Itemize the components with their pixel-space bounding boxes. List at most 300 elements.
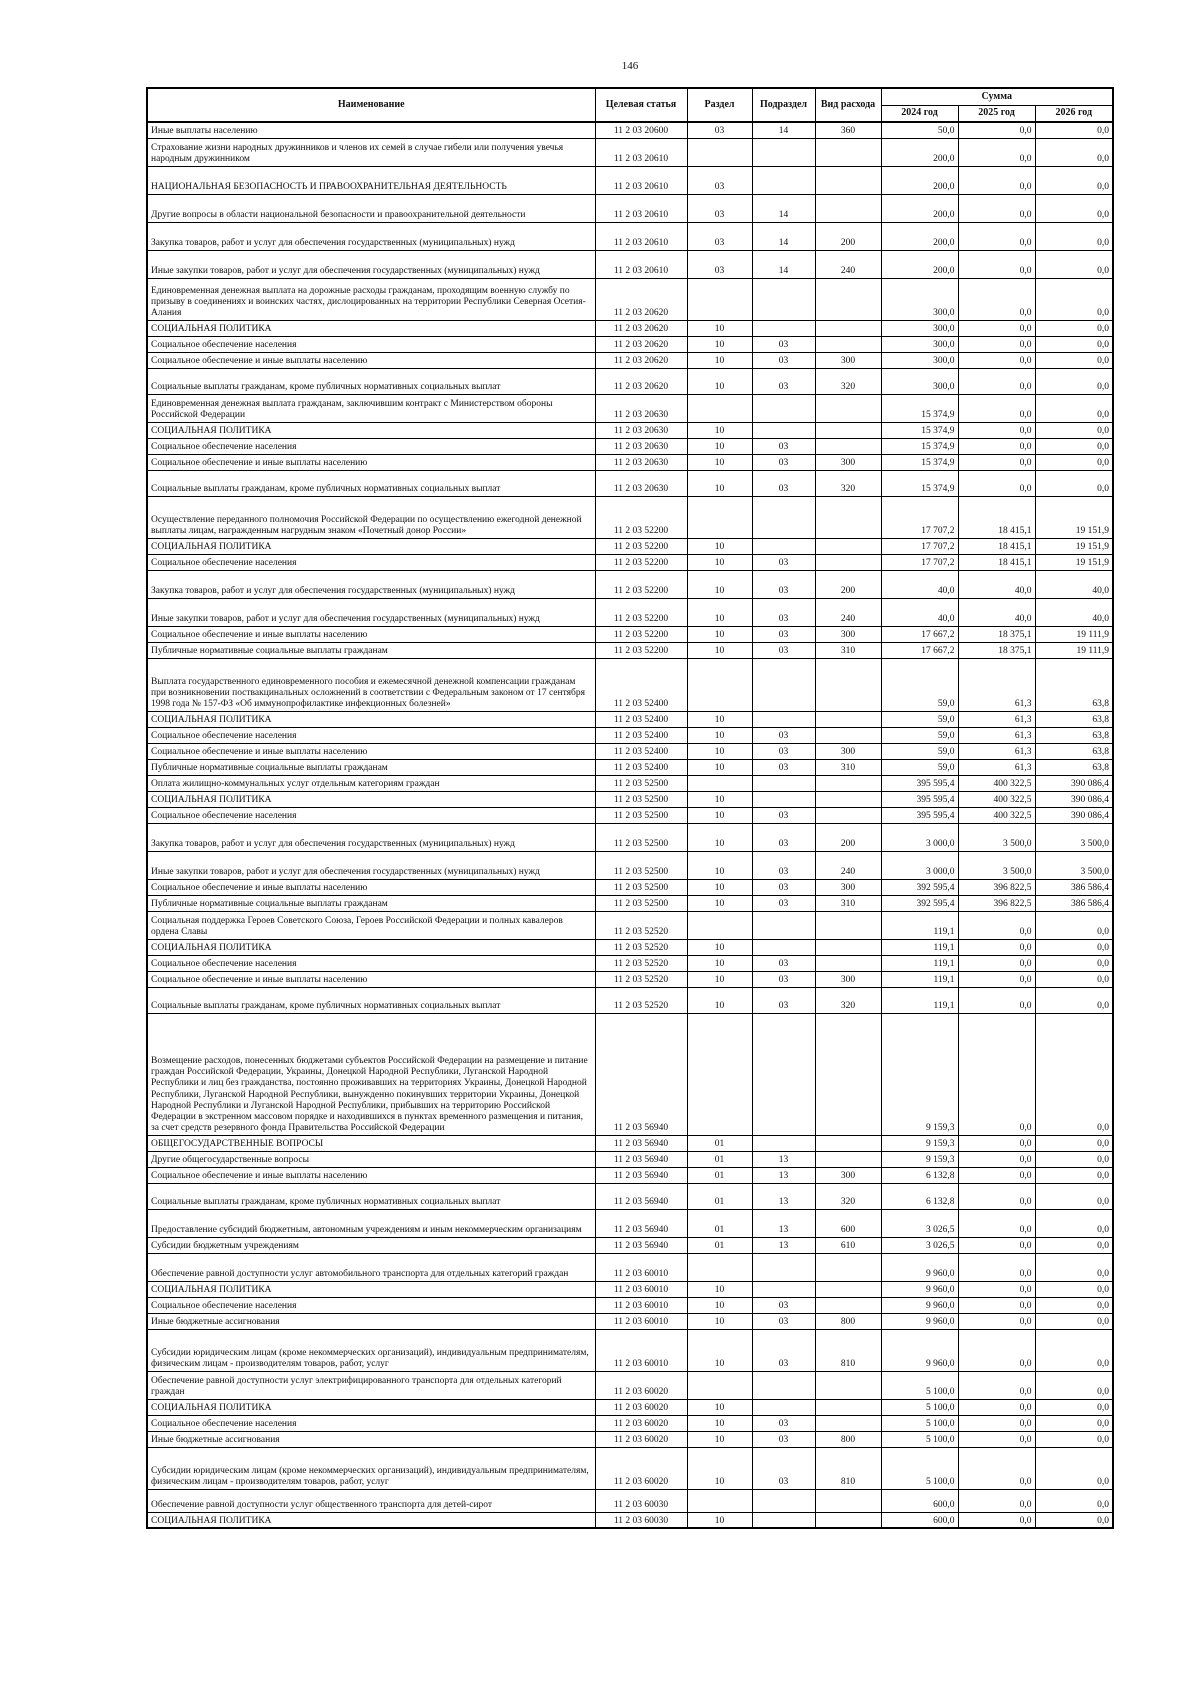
cell-section: 10 [687, 879, 752, 895]
cell-section: 03 [687, 222, 752, 250]
cell-section [687, 658, 752, 711]
cell-name: Оплата жилищно-коммунальных услуг отдельным категориям граждан [147, 775, 595, 791]
cell-name: Страхование жизни народных дружинников и членов их семей в случае гибели или получения увечья народным дружинником [147, 138, 595, 166]
header-target-article: Целевая статья [595, 88, 687, 122]
cell-subsection: 03 [752, 1415, 815, 1431]
cell-sum-2025: 0,0 [958, 166, 1035, 194]
cell-expense-type: 300 [815, 454, 881, 470]
cell-sum-2025: 0,0 [958, 454, 1035, 470]
cell-subsection: 13 [752, 1151, 815, 1167]
cell-subsection: 03 [752, 554, 815, 570]
cell-section: 10 [687, 570, 752, 598]
cell-target-article: 11 2 03 56940 [595, 1135, 687, 1151]
table-row [147, 1237, 1113, 1253]
cell-sum-2025: 0,0 [958, 1151, 1035, 1167]
cell-expense-type [815, 775, 881, 791]
cell-section: 01 [687, 1167, 752, 1183]
table-row [147, 1512, 1113, 1528]
cell-expense-type [815, 955, 881, 971]
cell-sum-2025: 0,0 [958, 438, 1035, 454]
cell-expense-type: 610 [815, 1237, 881, 1253]
budget-table-container [146, 87, 1112, 1529]
cell-target-article: 11 2 03 60030 [595, 1512, 687, 1528]
cell-sum-2025: 61,3 [958, 743, 1035, 759]
cell-sum-2024: 9 159,3 [881, 1013, 958, 1135]
cell-expense-type [815, 939, 881, 955]
cell-expense-type [815, 1151, 881, 1167]
cell-name: Социальное обеспечение населения [147, 336, 595, 352]
cell-name: Публичные нормативные социальные выплаты гражданам [147, 895, 595, 911]
cell-expense-type: 810 [815, 1329, 881, 1371]
cell-target-article: 11 2 03 60030 [595, 1489, 687, 1512]
cell-subsection: 03 [752, 470, 815, 496]
cell-subsection: 03 [752, 743, 815, 759]
cell-name: Иные закупки товаров, работ и услуг для обеспечения государственных (муниципальных) нужд [147, 851, 595, 879]
table-row [147, 1313, 1113, 1329]
table-row [147, 1151, 1113, 1167]
cell-name: СОЦИАЛЬНАЯ ПОЛИТИКА [147, 711, 595, 727]
cell-sum-2025: 0,0 [958, 1183, 1035, 1209]
cell-subsection: 03 [752, 368, 815, 394]
table-row [147, 122, 1113, 138]
table-row [147, 394, 1113, 422]
table-row [147, 1329, 1113, 1371]
cell-sum-2024: 300,0 [881, 336, 958, 352]
cell-subsection: 03 [752, 570, 815, 598]
cell-section: 10 [687, 454, 752, 470]
cell-expense-type [815, 791, 881, 807]
header-year-2024: 2024 год [881, 105, 958, 122]
table-row [147, 626, 1113, 642]
cell-target-article: 11 2 03 60010 [595, 1253, 687, 1281]
cell-expense-type [815, 727, 881, 743]
cell-sum-2025: 0,0 [958, 336, 1035, 352]
cell-sum-2025: 0,0 [958, 138, 1035, 166]
cell-expense-type [815, 1371, 881, 1399]
table-row [147, 775, 1113, 791]
cell-sum-2024: 15 374,9 [881, 470, 958, 496]
cell-subsection [752, 658, 815, 711]
cell-target-article: 11 2 03 56940 [595, 1183, 687, 1209]
cell-sum-2026: 386 586,4 [1035, 879, 1113, 895]
cell-sum-2024: 3 000,0 [881, 823, 958, 851]
cell-expense-type [815, 422, 881, 438]
cell-target-article: 11 2 03 52500 [595, 807, 687, 823]
cell-sum-2025: 0,0 [958, 1399, 1035, 1415]
cell-sum-2025: 0,0 [958, 394, 1035, 422]
cell-expense-type: 240 [815, 851, 881, 879]
cell-name: Другие вопросы в области национальной безопасности и правоохранительной деятельности [147, 194, 595, 222]
cell-subsection: 13 [752, 1167, 815, 1183]
cell-target-article: 11 2 03 56940 [595, 1013, 687, 1135]
cell-subsection: 13 [752, 1183, 815, 1209]
cell-target-article: 11 2 03 52400 [595, 711, 687, 727]
cell-subsection [752, 775, 815, 791]
cell-sum-2026: 0,0 [1035, 1415, 1113, 1431]
cell-sum-2025: 0,0 [958, 1313, 1035, 1329]
cell-target-article: 11 2 03 20610 [595, 194, 687, 222]
cell-name: СОЦИАЛЬНАЯ ПОЛИТИКА [147, 538, 595, 554]
cell-sum-2025: 0,0 [958, 368, 1035, 394]
cell-sum-2025: 0,0 [958, 971, 1035, 987]
cell-sum-2025: 400 322,5 [958, 807, 1035, 823]
cell-sum-2024: 17 667,2 [881, 626, 958, 642]
cell-sum-2025: 0,0 [958, 1281, 1035, 1297]
cell-target-article: 11 2 03 20630 [595, 422, 687, 438]
cell-name: Иные выплаты населению [147, 122, 595, 138]
header-expense-type: Вид расхода [815, 88, 881, 122]
cell-sum-2024: 395 595,4 [881, 775, 958, 791]
cell-sum-2025: 396 822,5 [958, 895, 1035, 911]
cell-expense-type: 240 [815, 598, 881, 626]
cell-name: Иные бюджетные ассигнования [147, 1431, 595, 1447]
cell-expense-type [815, 807, 881, 823]
table-row [147, 570, 1113, 598]
cell-section: 10 [687, 939, 752, 955]
table-row [147, 1209, 1113, 1237]
cell-name: Социальные выплаты гражданам, кроме публичных нормативных социальных выплат [147, 1183, 595, 1209]
cell-sum-2026: 386 586,4 [1035, 895, 1113, 911]
cell-sum-2024: 119,1 [881, 911, 958, 939]
cell-sum-2026: 40,0 [1035, 598, 1113, 626]
cell-sum-2025: 0,0 [958, 911, 1035, 939]
table-row [147, 1489, 1113, 1512]
cell-name: Публичные нормативные социальные выплаты гражданам [147, 642, 595, 658]
cell-sum-2026: 0,0 [1035, 1431, 1113, 1447]
cell-subsection: 03 [752, 851, 815, 879]
cell-section: 10 [687, 422, 752, 438]
cell-subsection [752, 1013, 815, 1135]
cell-sum-2024: 40,0 [881, 598, 958, 626]
cell-expense-type: 240 [815, 250, 881, 278]
cell-section: 10 [687, 759, 752, 775]
cell-sum-2024: 200,0 [881, 194, 958, 222]
header-subsection: Подраздел [752, 88, 815, 122]
cell-sum-2024: 3 000,0 [881, 851, 958, 879]
cell-sum-2024: 5 100,0 [881, 1447, 958, 1489]
cell-expense-type: 320 [815, 470, 881, 496]
cell-sum-2026: 0,0 [1035, 166, 1113, 194]
cell-expense-type [815, 278, 881, 320]
cell-section: 10 [687, 1415, 752, 1431]
cell-name: Социальное обеспечение и иные выплаты населению [147, 1167, 595, 1183]
cell-subsection: 13 [752, 1237, 815, 1253]
table-row [147, 166, 1113, 194]
table-row [147, 971, 1113, 987]
cell-sum-2024: 9 960,0 [881, 1281, 958, 1297]
table-row [147, 1167, 1113, 1183]
cell-section: 01 [687, 1151, 752, 1167]
cell-expense-type [815, 394, 881, 422]
header-year-2025: 2025 год [958, 105, 1035, 122]
cell-subsection: 03 [752, 1313, 815, 1329]
cell-sum-2026: 0,0 [1035, 394, 1113, 422]
cell-sum-2024: 600,0 [881, 1489, 958, 1512]
cell-subsection [752, 422, 815, 438]
cell-section: 10 [687, 538, 752, 554]
cell-sum-2026: 0,0 [1035, 1313, 1113, 1329]
cell-target-article: 11 2 03 20620 [595, 336, 687, 352]
cell-target-article: 11 2 03 52520 [595, 987, 687, 1013]
cell-expense-type [815, 658, 881, 711]
table-row [147, 759, 1113, 775]
cell-section: 10 [687, 1447, 752, 1489]
cell-target-article: 11 2 03 60010 [595, 1329, 687, 1371]
cell-sum-2025: 0,0 [958, 1512, 1035, 1528]
cell-section: 10 [687, 642, 752, 658]
cell-subsection: 03 [752, 987, 815, 1013]
cell-subsection [752, 1399, 815, 1415]
cell-target-article: 11 2 03 60020 [595, 1371, 687, 1399]
cell-target-article: 11 2 03 20630 [595, 394, 687, 422]
cell-name: Социальное обеспечение населения [147, 438, 595, 454]
cell-sum-2024: 17 707,2 [881, 554, 958, 570]
cell-name: Закупка товаров, работ и услуг для обеспечения государственных (муниципальных) нужд [147, 222, 595, 250]
cell-name: СОЦИАЛЬНАЯ ПОЛИТИКА [147, 1281, 595, 1297]
cell-sum-2026: 390 086,4 [1035, 791, 1113, 807]
cell-name: НАЦИОНАЛЬНАЯ БЕЗОПАСНОСТЬ И ПРАВООХРАНИТЕЛЬНАЯ ДЕЯТЕЛЬНОСТЬ [147, 166, 595, 194]
table-row [147, 1415, 1113, 1431]
cell-section: 01 [687, 1237, 752, 1253]
table-row [147, 727, 1113, 743]
cell-sum-2026: 0,0 [1035, 138, 1113, 166]
cell-subsection [752, 939, 815, 955]
cell-sum-2025: 0,0 [958, 320, 1035, 336]
cell-name: Выплата государственного единовременного пособия и ежемесячной денежной компенсации гражданам при возникновении поствакцинальных осложнений в соответствии с Федеральным законом от 17 сентября 1998 года № 157-ФЗ «Об иммунопрофилактике инфекционных болезней» [147, 658, 595, 711]
cell-subsection: 03 [752, 454, 815, 470]
cell-name: Социальное обеспечение населения [147, 807, 595, 823]
cell-target-article: 11 2 03 52500 [595, 895, 687, 911]
table-row [147, 1297, 1113, 1313]
cell-target-article: 11 2 03 52400 [595, 759, 687, 775]
cell-target-article: 11 2 03 20630 [595, 470, 687, 496]
cell-sum-2024: 200,0 [881, 166, 958, 194]
cell-sum-2024: 300,0 [881, 368, 958, 394]
cell-sum-2026: 0,0 [1035, 250, 1113, 278]
cell-target-article: 11 2 03 52500 [595, 775, 687, 791]
cell-section: 10 [687, 987, 752, 1013]
cell-subsection: 14 [752, 122, 815, 138]
cell-section: 03 [687, 194, 752, 222]
cell-subsection: 03 [752, 971, 815, 987]
table-row [147, 642, 1113, 658]
cell-section: 10 [687, 368, 752, 394]
cell-sum-2026: 0,0 [1035, 939, 1113, 955]
cell-sum-2026: 0,0 [1035, 438, 1113, 454]
cell-sum-2025: 0,0 [958, 222, 1035, 250]
cell-sum-2024: 17 707,2 [881, 538, 958, 554]
cell-name: Иные закупки товаров, работ и услуг для обеспечения государственных (муниципальных) нужд [147, 250, 595, 278]
cell-sum-2025: 0,0 [958, 1209, 1035, 1237]
budget-table [146, 87, 1114, 1529]
cell-expense-type [815, 138, 881, 166]
cell-sum-2025: 0,0 [958, 1013, 1035, 1135]
table-row [147, 1183, 1113, 1209]
cell-name: СОЦИАЛЬНАЯ ПОЛИТИКА [147, 1512, 595, 1528]
table-row [147, 1431, 1113, 1447]
cell-name: Другие общегосударственные вопросы [147, 1151, 595, 1167]
cell-sum-2024: 6 132,8 [881, 1167, 958, 1183]
cell-target-article: 11 2 03 52500 [595, 851, 687, 879]
cell-sum-2026: 0,0 [1035, 911, 1113, 939]
cell-subsection: 03 [752, 642, 815, 658]
cell-section [687, 1489, 752, 1512]
cell-sum-2024: 392 595,4 [881, 879, 958, 895]
cell-sum-2026: 0,0 [1035, 352, 1113, 368]
cell-subsection: 03 [752, 438, 815, 454]
cell-sum-2024: 9 960,0 [881, 1297, 958, 1313]
cell-subsection: 13 [752, 1209, 815, 1237]
cell-sum-2026: 0,0 [1035, 122, 1113, 138]
cell-sum-2026: 63,8 [1035, 658, 1113, 711]
table-row [147, 352, 1113, 368]
cell-target-article: 11 2 03 52200 [595, 626, 687, 642]
header-name: Наименование [147, 88, 595, 122]
table-row [147, 1281, 1113, 1297]
cell-sum-2024: 50,0 [881, 122, 958, 138]
cell-subsection [752, 1512, 815, 1528]
cell-sum-2024: 9 159,3 [881, 1151, 958, 1167]
cell-sum-2026: 0,0 [1035, 1297, 1113, 1313]
cell-section [687, 278, 752, 320]
cell-sum-2025: 0,0 [958, 352, 1035, 368]
cell-name: Иные бюджетные ассигнования [147, 1313, 595, 1329]
cell-target-article: 11 2 03 20610 [595, 138, 687, 166]
table-row [147, 454, 1113, 470]
table-row [147, 955, 1113, 971]
table-row [147, 250, 1113, 278]
cell-sum-2025: 0,0 [958, 1329, 1035, 1371]
cell-subsection: 03 [752, 598, 815, 626]
cell-sum-2025: 396 822,5 [958, 879, 1035, 895]
cell-target-article: 11 2 03 52520 [595, 939, 687, 955]
table-row [147, 823, 1113, 851]
cell-name: Иные закупки товаров, работ и услуг для обеспечения государственных (муниципальных) нужд [147, 598, 595, 626]
cell-target-article: 11 2 03 20620 [595, 320, 687, 336]
cell-target-article: 11 2 03 20620 [595, 352, 687, 368]
cell-sum-2024: 6 132,8 [881, 1183, 958, 1209]
cell-sum-2026: 3 500,0 [1035, 823, 1113, 851]
cell-section: 10 [687, 352, 752, 368]
cell-sum-2024: 300,0 [881, 352, 958, 368]
cell-section: 03 [687, 250, 752, 278]
cell-name: Возмещение расходов, понесенных бюджетами субъектов Российской Федерации на размещение и питание граждан Российской Федерации, Украины, Донецкой Народной Республики, Луганской Народной Республики и лиц без гражданства, постоянно проживавших на территориях Украины, Донецкой Народной Республики, Луганской Народной Республики, вынужденно покинувших территории Украины, Донецкой Народной Республики и Луганской Народной Республики, прибывших на территорию Российской Федерации в экстренном массовом порядке и находившихся в пунктах временного размещения и питания, за счет средств резервного фонда Правительства Российской Федерации [147, 1013, 595, 1135]
cell-sum-2024: 392 595,4 [881, 895, 958, 911]
cell-sum-2025: 40,0 [958, 598, 1035, 626]
cell-sum-2025: 0,0 [958, 122, 1035, 138]
cell-subsection [752, 138, 815, 166]
cell-expense-type: 310 [815, 642, 881, 658]
cell-sum-2026: 19 151,9 [1035, 496, 1113, 538]
cell-name: Единовременная денежная выплата гражданам, заключившим контракт с Министерством обороны Российской Федерации [147, 394, 595, 422]
cell-sum-2024: 3 026,5 [881, 1237, 958, 1253]
cell-subsection [752, 1135, 815, 1151]
cell-sum-2026: 0,0 [1035, 1013, 1113, 1135]
cell-sum-2026: 0,0 [1035, 1135, 1113, 1151]
cell-sum-2025: 3 500,0 [958, 851, 1035, 879]
cell-section [687, 775, 752, 791]
cell-section: 10 [687, 1281, 752, 1297]
cell-target-article: 11 2 03 56940 [595, 1151, 687, 1167]
cell-sum-2024: 300,0 [881, 320, 958, 336]
cell-name: Социальное обеспечение и иные выплаты населению [147, 454, 595, 470]
cell-name: Обеспечение равной доступности услуг общественного транспорта для детей-сирот [147, 1489, 595, 1512]
cell-expense-type: 200 [815, 570, 881, 598]
cell-sum-2026: 0,0 [1035, 368, 1113, 394]
cell-sum-2026: 0,0 [1035, 194, 1113, 222]
table-row [147, 895, 1113, 911]
cell-target-article: 11 2 03 56940 [595, 1167, 687, 1183]
cell-section: 10 [687, 1329, 752, 1371]
cell-sum-2024: 119,1 [881, 971, 958, 987]
table-row [147, 222, 1113, 250]
cell-sum-2025: 0,0 [958, 250, 1035, 278]
cell-name: Субсидии юридическим лицам (кроме некоммерческих организаций), индивидуальным предпринимателям, физическим лицам - производителям товаров, работ, услуг [147, 1447, 595, 1489]
cell-expense-type: 300 [815, 352, 881, 368]
cell-name: Социальное обеспечение и иные выплаты населению [147, 626, 595, 642]
table-row [147, 496, 1113, 538]
cell-expense-type [815, 911, 881, 939]
cell-target-article: 11 2 03 20610 [595, 166, 687, 194]
cell-target-article: 11 2 03 52400 [595, 658, 687, 711]
cell-target-article: 11 2 03 52200 [595, 598, 687, 626]
table-row [147, 658, 1113, 711]
cell-expense-type [815, 1135, 881, 1151]
cell-target-article: 11 2 03 20620 [595, 278, 687, 320]
cell-sum-2026: 0,0 [1035, 470, 1113, 496]
cell-sum-2024: 15 374,9 [881, 422, 958, 438]
cell-name: Социальные выплаты гражданам, кроме публичных нормативных социальных выплат [147, 987, 595, 1013]
table-row [147, 911, 1113, 939]
cell-sum-2024: 119,1 [881, 987, 958, 1013]
cell-sum-2025: 18 375,1 [958, 642, 1035, 658]
cell-target-article: 11 2 03 52520 [595, 955, 687, 971]
cell-sum-2025: 0,0 [958, 1489, 1035, 1512]
cell-target-article: 11 2 03 56940 [595, 1237, 687, 1253]
cell-sum-2025: 400 322,5 [958, 775, 1035, 791]
table-row [147, 320, 1113, 336]
cell-target-article: 11 2 03 20610 [595, 222, 687, 250]
cell-sum-2024: 9 159,3 [881, 1135, 958, 1151]
table-row [147, 743, 1113, 759]
cell-target-article: 11 2 03 60020 [595, 1415, 687, 1431]
cell-subsection [752, 791, 815, 807]
cell-expense-type [815, 438, 881, 454]
cell-target-article: 11 2 03 20600 [595, 122, 687, 138]
cell-subsection [752, 711, 815, 727]
cell-sum-2024: 200,0 [881, 250, 958, 278]
cell-section: 10 [687, 336, 752, 352]
cell-sum-2026: 0,0 [1035, 336, 1113, 352]
cell-sum-2024: 15 374,9 [881, 438, 958, 454]
cell-expense-type: 360 [815, 122, 881, 138]
table-row [147, 851, 1113, 879]
cell-sum-2025: 0,0 [958, 1297, 1035, 1313]
cell-sum-2026: 63,8 [1035, 711, 1113, 727]
cell-target-article: 11 2 03 60010 [595, 1297, 687, 1313]
cell-subsection [752, 320, 815, 336]
cell-target-article: 11 2 03 20620 [595, 368, 687, 394]
cell-sum-2024: 119,1 [881, 939, 958, 955]
table-row [147, 470, 1113, 496]
cell-sum-2024: 119,1 [881, 955, 958, 971]
cell-section [687, 496, 752, 538]
cell-name: Обеспечение равной доступности услуг электрифицированного транспорта для отдельных категорий граждан [147, 1371, 595, 1399]
cell-sum-2026: 0,0 [1035, 1253, 1113, 1281]
cell-sum-2024: 395 595,4 [881, 791, 958, 807]
cell-target-article: 11 2 03 52200 [595, 554, 687, 570]
table-row [147, 1371, 1113, 1399]
